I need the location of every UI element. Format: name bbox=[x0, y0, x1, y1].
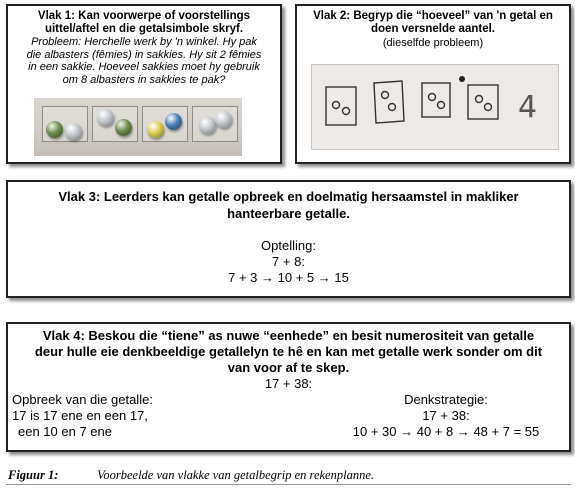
sketch-marble bbox=[438, 102, 445, 109]
marble bbox=[65, 123, 82, 140]
panel-3-title-line-2: hanteerbare getalle. bbox=[227, 206, 350, 221]
problem-line-4: om 8 albasters in sakkies te pak? bbox=[62, 73, 226, 86]
panel-3-title bbox=[16, 188, 561, 222]
panel-4-title-line-1: Vlak 4: Beskou die “tiene” as nuwe “eenhede” en besit numerositeit van getalle bbox=[42, 328, 535, 343]
marble bbox=[165, 113, 182, 130]
bridging-steps: 7 + 3 → 10 + 5 → 15 bbox=[228, 270, 349, 285]
sketch-marble bbox=[382, 92, 389, 99]
panel-2-title-line-2: doen versnelde aantel. bbox=[371, 23, 495, 35]
decomposition-line-1: 17 is 17 ene en een 17, bbox=[12, 408, 148, 423]
handwritten-count: 4 bbox=[518, 90, 538, 125]
strategy-heading: Denkstrategie: bbox=[404, 392, 488, 407]
panel-1-title-line-1: Vlak 1: Kan voorwerpe of voorstellings bbox=[37, 10, 251, 22]
marble bbox=[215, 111, 232, 128]
bag bbox=[92, 106, 138, 142]
sketch-marble bbox=[429, 94, 436, 101]
hand-drawn-bags-sketch bbox=[311, 64, 559, 150]
panel-4-expression: 17 + 38: bbox=[264, 376, 313, 391]
addition-expression: 7 + 8: bbox=[272, 254, 305, 269]
figure-caption bbox=[8, 468, 374, 483]
sketch-marble bbox=[343, 108, 350, 115]
panel-2-title-line-1: Vlak 2: Begryp die “hoeveel” van 'n getal en bbox=[313, 10, 553, 22]
bag bbox=[192, 106, 238, 142]
panel-4-title-line-2: deur hulle eie denkbeeldige getallelyn te hê en kan met getalle werk sonder om dit bbox=[34, 344, 543, 359]
operation-label: Optelling: bbox=[261, 238, 316, 253]
strategy-expression: 17 + 38: bbox=[422, 408, 470, 423]
marble bbox=[46, 121, 63, 138]
decomposition-heading: Opbreek van die getalle: bbox=[12, 392, 153, 407]
sketch-marble bbox=[485, 104, 492, 111]
bags-sketch-svg bbox=[312, 65, 560, 151]
panel-1-problem bbox=[14, 36, 274, 86]
panel-4-title bbox=[16, 328, 561, 376]
figure-label: Figuur 1: bbox=[8, 468, 59, 482]
ink-dot bbox=[459, 76, 465, 82]
problem-line-1: Probleem: Herchelle werk by 'n winkel. Hy pak bbox=[31, 36, 257, 48]
panel-level-3 bbox=[6, 180, 571, 298]
decomposition-line-2: een 10 en 7 ene bbox=[18, 424, 112, 439]
sketch-marble bbox=[389, 104, 396, 111]
sketch-bag bbox=[326, 87, 356, 125]
panel-level-4 bbox=[6, 322, 571, 452]
bag bbox=[42, 106, 88, 142]
problem-line-2: die albasters (fêmies) in sakkies. Hy sit 2 fêmies bbox=[26, 48, 262, 61]
sketch-bag bbox=[468, 85, 498, 119]
panel-level-2 bbox=[295, 4, 571, 164]
sketch-bag bbox=[374, 81, 404, 123]
panel-3-example bbox=[8, 238, 569, 286]
sketch-marble bbox=[333, 102, 340, 109]
panel-1-title-line-2: uittel/aftel en die getalsimbole skryf. bbox=[44, 23, 244, 35]
strategy-block bbox=[335, 392, 557, 440]
sketch-marble bbox=[476, 96, 483, 103]
panel-1-title bbox=[8, 10, 280, 36]
decomposition-block bbox=[12, 392, 153, 440]
problem-line-3: in een sakkie. Hoeveel sakkies moet hy gebruik bbox=[28, 61, 260, 73]
marbles-in-bags-photo bbox=[34, 98, 242, 156]
panel-2-title bbox=[297, 10, 569, 36]
bag bbox=[142, 106, 188, 142]
marble bbox=[199, 117, 216, 134]
marble bbox=[97, 109, 114, 126]
panel-4-title-line-3: van voor af te skep. bbox=[227, 360, 350, 375]
panel-level-1 bbox=[6, 4, 282, 164]
panel-2-subtitle: (dieselfde probleem) bbox=[382, 37, 484, 49]
panel-3-title-line-1: Vlak 3: Leerders kan getalle opbreek en doelmatig hersaamstel in makliker bbox=[58, 189, 519, 204]
marble bbox=[147, 121, 164, 138]
strategy-steps: 10 + 30 → 40 + 8 → 48 + 7 = 55 bbox=[352, 424, 540, 439]
figure-caption-text: Voorbeelde van vlakke van getalbegrip en rekenplanne. bbox=[97, 468, 374, 482]
caption-rule bbox=[6, 484, 571, 485]
sketch-bag bbox=[422, 83, 450, 117]
marble bbox=[115, 119, 132, 136]
